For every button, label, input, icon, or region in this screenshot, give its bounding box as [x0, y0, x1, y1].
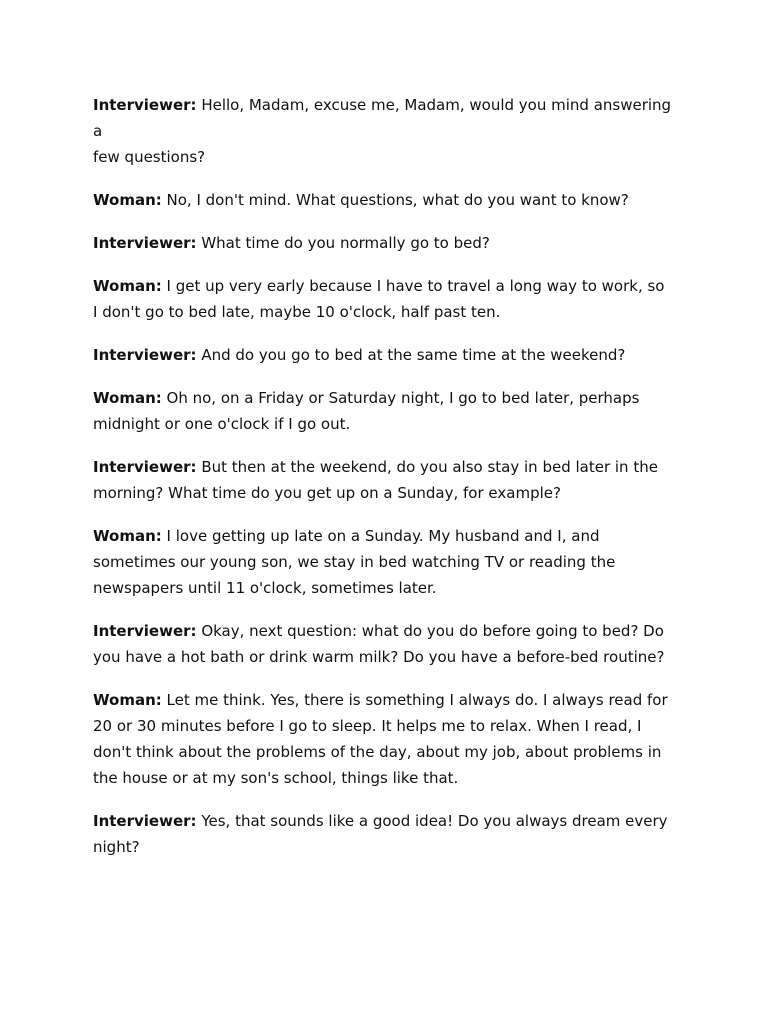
dialogue-line-woman	[93, 273, 673, 325]
dialogue-line-interviewer	[93, 342, 673, 368]
dialogue-text: Oh no, on a Friday or Saturday night, I go to bed later, perhaps midnight or one o'clock if I go out.	[93, 389, 640, 433]
speaker-label: Woman:	[93, 277, 162, 295]
speaker-label: Interviewer:	[93, 234, 197, 252]
dialogue-line-woman	[93, 523, 673, 601]
speaker-label: Interviewer:	[93, 96, 197, 114]
dialogue-line-woman	[93, 385, 673, 437]
dialogue-text: Let me think. Yes, there is something I always do. I always read for 20 or 30 minutes before I go to sleep. It helps me to relax. When I read, I don't think about the problems of the day, about my job, about problems in the house or at my son's school, things like that.	[93, 691, 668, 787]
speaker-label: Woman:	[93, 527, 162, 545]
dialogue-text: Hello, Madam, excuse me, Madam, would you mind answering a	[93, 96, 672, 140]
speaker-label: Interviewer:	[93, 812, 197, 830]
speaker-label: Woman:	[93, 191, 162, 209]
speaker-label: Woman:	[93, 389, 162, 407]
dialogue-text: What time do you normally go to bed?	[201, 234, 490, 252]
speaker-label: Woman:	[93, 691, 162, 709]
dialogue-line-interviewer	[93, 454, 673, 506]
speaker-label: Interviewer:	[93, 346, 197, 364]
dialogue-line-interviewer	[93, 808, 673, 860]
speaker-label: Interviewer:	[93, 458, 197, 476]
dialogue-text: Yes, that sounds like a good idea! Do you always dream every night?	[93, 812, 668, 856]
dialogue-line-woman	[93, 687, 673, 791]
dialogue-line-interviewer	[93, 618, 673, 670]
speaker-label: Interviewer:	[93, 622, 197, 640]
dialogue-line-woman	[93, 187, 673, 213]
dialogue-text-continuation: few questions?	[93, 148, 206, 166]
dialogue-text: No, I don't mind. What questions, what do you want to know?	[166, 191, 629, 209]
dialogue-text: And do you go to bed at the same time at the weekend?	[201, 346, 626, 364]
dialogue-text: I love getting up late on a Sunday. My husband and I, and sometimes our young son, we stay in bed watching TV or reading the newspapers until 11 o'clock, sometimes later.	[93, 527, 616, 597]
dialogue-line-interviewer	[93, 92, 673, 170]
dialogue-text: But then at the weekend, do you also stay in bed later in the morning? What time do you get up on a Sunday, for example?	[93, 458, 658, 502]
dialogue-line-interviewer	[93, 230, 673, 256]
dialogue-text: Okay, next question: what do you do before going to bed? Do you have a hot bath or drink warm milk? Do you have a before-bed routine?	[93, 622, 665, 666]
document-page	[93, 92, 673, 877]
dialogue-text: I get up very early because I have to travel a long way to work, so I don't go to bed late, maybe 10 o'clock, half past ten.	[93, 277, 665, 321]
